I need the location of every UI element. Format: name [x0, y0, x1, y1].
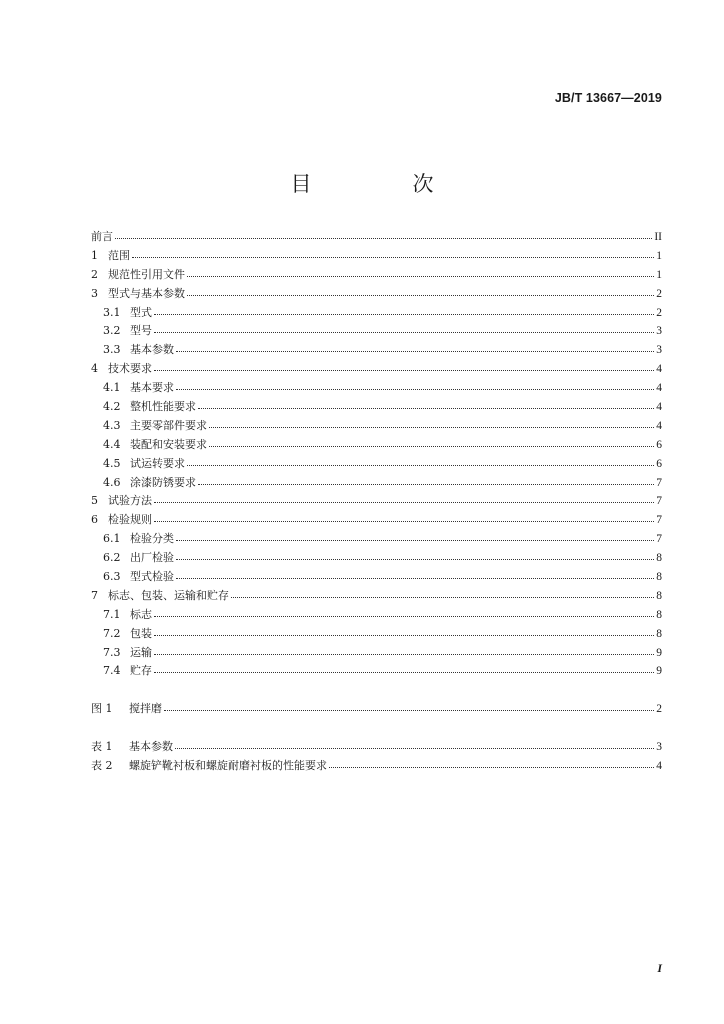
- toc-entry-page: 2: [656, 287, 662, 300]
- toc-leader-dots: [231, 589, 654, 599]
- toc-entry[interactable]: [91, 738, 662, 757]
- toc-entry[interactable]: [91, 662, 662, 681]
- toc-entry-number: 7.3: [103, 645, 121, 659]
- toc-leader-dots: [187, 287, 654, 297]
- toc-entry[interactable]: [91, 455, 662, 474]
- toc-title: 目 次: [290, 172, 474, 196]
- toc-entry[interactable]: [91, 360, 662, 379]
- toc-entry-number: 4.1: [103, 381, 121, 395]
- toc-entry-number: 3.2: [103, 324, 121, 338]
- toc-leader-dots: [209, 438, 654, 448]
- toc-entry-page: 8: [656, 571, 662, 584]
- toc-leader-dots: [175, 740, 654, 750]
- toc-entry-number: 表 2: [91, 759, 113, 773]
- toc-entry-label: 标志、包装、运输和贮存: [108, 588, 229, 602]
- toc-entry-number: 图 1: [91, 702, 113, 716]
- toc-leader-dots: [176, 381, 654, 391]
- toc-entry-label: 型号: [130, 324, 152, 338]
- toc-leader-dots: [329, 759, 654, 769]
- toc-entry-page: 2: [656, 306, 662, 319]
- toc-entry-page: 7: [656, 514, 662, 527]
- toc-leader-dots: [176, 532, 654, 542]
- toc-entry-number: 3.1: [103, 305, 121, 319]
- toc-entry-number: 7.2: [103, 626, 121, 640]
- toc-entry-label: 基本参数: [129, 740, 173, 754]
- toc-entry-number: 表 1: [91, 740, 113, 754]
- toc-entry[interactable]: [91, 304, 662, 323]
- toc-leader-dots: [154, 362, 654, 372]
- toc-entry[interactable]: [91, 492, 662, 511]
- toc-entry-label: 出厂检验: [130, 551, 174, 565]
- toc-entry[interactable]: [91, 379, 662, 398]
- toc-entry-label: 试运转要求: [130, 456, 185, 470]
- toc-entry-label: 装配和安装要求: [130, 437, 207, 451]
- toc-entry-label: 型式: [130, 305, 152, 319]
- toc-entry-label: 包装: [130, 626, 152, 640]
- toc-leader-dots: [187, 457, 654, 467]
- toc-entry-number: 6.3: [103, 570, 121, 584]
- toc-entry-page: 2: [656, 703, 662, 716]
- toc-entry-label: 型式与基本参数: [108, 286, 185, 300]
- toc-leader-dots: [154, 306, 654, 316]
- toc-leader-dots: [154, 608, 654, 618]
- toc-entry-page: 7: [656, 533, 662, 546]
- toc-entry-number: 3.3: [103, 343, 121, 357]
- toc-entry-page: 6: [656, 438, 662, 451]
- toc-entry[interactable]: [91, 511, 662, 530]
- toc-leader-dots: [132, 249, 654, 259]
- toc-entry[interactable]: [91, 549, 662, 568]
- page-number: I: [657, 961, 662, 975]
- toc-entry-page: 8: [656, 589, 662, 602]
- toc-entry-page: II: [654, 231, 662, 243]
- toc-leader-dots: [198, 400, 654, 410]
- document-code: JB/T 13667—2019: [554, 91, 662, 105]
- toc-entry[interactable]: [91, 398, 662, 417]
- toc-entry-label: 型式检验: [130, 570, 174, 584]
- toc-entry[interactable]: [91, 474, 662, 493]
- toc-leader-dots: [154, 646, 654, 656]
- toc-entry-number: 4.5: [103, 456, 121, 470]
- toc-entry[interactable]: [91, 436, 662, 455]
- toc-entry[interactable]: [91, 625, 662, 644]
- toc-entry-page: 6: [656, 457, 662, 470]
- toc-entry-number: 6.1: [103, 532, 121, 546]
- toc-entry-label: 范围: [108, 248, 130, 262]
- toc-entry-page: 4: [656, 760, 662, 773]
- toc-entry[interactable]: [91, 700, 662, 719]
- toc-leader-dots: [164, 702, 654, 712]
- toc-entry[interactable]: [91, 285, 662, 304]
- toc-leader-dots: [176, 570, 654, 580]
- toc-leader-dots: [154, 627, 654, 637]
- toc-entry-page: 1: [656, 268, 662, 281]
- toc-entry[interactable]: [91, 247, 662, 266]
- toc-entry-number: 5: [91, 494, 98, 508]
- toc-entry-label: 涂漆防锈要求: [130, 475, 196, 489]
- toc-entry-number: 4.3: [103, 418, 121, 432]
- toc-leader-dots: [176, 343, 654, 353]
- toc-entry-page: 4: [656, 382, 662, 395]
- toc-leader-dots: [187, 268, 654, 278]
- toc-entry-number: 6: [91, 513, 98, 527]
- toc-entry-page: 7: [656, 495, 662, 508]
- toc-entry-number: 7: [91, 588, 98, 602]
- toc-entry-number: 7.4: [103, 664, 121, 678]
- toc-entry-number: 7.1: [103, 607, 121, 621]
- toc-entry-page: 9: [656, 665, 662, 678]
- toc-entry-page: 8: [656, 552, 662, 565]
- toc-entry-label: 技术要求: [108, 362, 152, 376]
- toc-entry-label: 检验分类: [130, 532, 174, 546]
- toc-entry-page: 1: [656, 249, 662, 262]
- toc-entry-number: 3: [91, 286, 98, 300]
- toc-entry-page: 3: [656, 344, 662, 357]
- toc-entry-label: 试验方法: [108, 494, 152, 508]
- toc-entry-number: 6.2: [103, 551, 121, 565]
- toc-entry-label: 螺旋铲靴衬板和螺旋耐磨衬板的性能要求: [129, 759, 327, 773]
- toc-entry-page: 8: [656, 627, 662, 640]
- toc-entry[interactable]: [91, 644, 662, 663]
- toc-entry-label: 运输: [130, 645, 152, 659]
- toc-entry[interactable]: [91, 568, 662, 587]
- toc-entry-label: 贮存: [130, 664, 152, 678]
- toc-entry-number: 2: [91, 267, 98, 281]
- toc-leader-dots: [198, 476, 654, 486]
- toc-entry-label: 标志: [130, 607, 152, 621]
- toc-leader-dots: [154, 324, 654, 334]
- toc-entry-number: 1: [91, 248, 98, 262]
- toc-table-entries: [91, 738, 662, 776]
- toc-entry-page: 4: [656, 363, 662, 376]
- toc-entry-label: 基本要求: [130, 381, 174, 395]
- toc-gap: [91, 719, 662, 738]
- toc-entry-label: 主要零部件要求: [130, 418, 207, 432]
- toc-entry-page: 3: [656, 325, 662, 338]
- toc-entry-page: 3: [656, 741, 662, 754]
- toc-leader-dots: [154, 513, 654, 523]
- toc-entry-label: 检验规则: [108, 513, 152, 527]
- toc-entry[interactable]: [91, 606, 662, 625]
- toc-entry-page: 8: [656, 608, 662, 621]
- toc-main-entries: [91, 228, 662, 681]
- toc-entry[interactable]: [91, 417, 662, 436]
- toc-gap: [91, 681, 662, 700]
- toc-entry-number: 4: [91, 362, 98, 376]
- toc-entry[interactable]: [91, 322, 662, 341]
- toc-entry[interactable]: [91, 266, 662, 285]
- toc-entry-label: 前言: [91, 230, 113, 243]
- toc-leader-dots: [115, 230, 652, 240]
- toc-entry-page: 9: [656, 646, 662, 659]
- toc-leader-dots: [209, 419, 654, 429]
- toc-entry-number: 4.2: [103, 400, 121, 414]
- toc-entry[interactable]: [91, 341, 662, 360]
- toc-leader-dots: [154, 494, 654, 504]
- toc-entry-page: 4: [656, 401, 662, 414]
- toc-entry[interactable]: [91, 757, 662, 776]
- toc-figure-entries: [91, 700, 662, 719]
- toc-leader-dots: [176, 551, 654, 561]
- toc-entry-label: 整机性能要求: [130, 400, 196, 414]
- toc-entry-label: 规范性引用文件: [108, 267, 185, 281]
- toc-entry-page: 7: [656, 476, 662, 489]
- toc-entry[interactable]: [91, 530, 662, 549]
- toc-entry-page: 4: [656, 419, 662, 432]
- toc-leader-dots: [154, 664, 654, 674]
- table-of-contents: [91, 228, 662, 776]
- toc-entry-label: 搅拌磨: [129, 702, 162, 716]
- toc-entry[interactable]: [91, 228, 662, 247]
- toc-entry-label: 基本参数: [130, 343, 174, 357]
- toc-entry-number: 4.4: [103, 437, 121, 451]
- toc-entry-number: 4.6: [103, 475, 121, 489]
- toc-entry[interactable]: [91, 587, 662, 606]
